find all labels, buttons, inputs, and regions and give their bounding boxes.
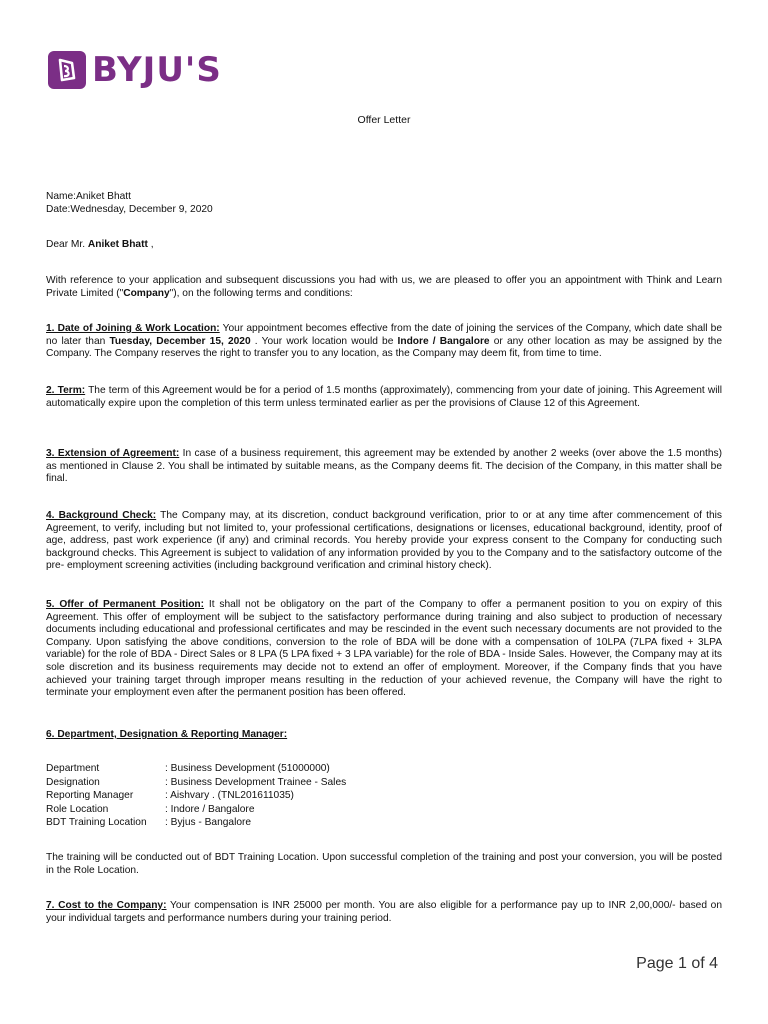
byjus-logo	[48, 50, 222, 90]
clause-2-text: The term of this Agreement would be for a period of 1.5 months (approximately), commencing from your date of joining. This Agreement will automatically expire upon the completion of this term unless terminated earlier as per the provisions of Clause 12 of this Agreement.	[46, 385, 722, 409]
training-paragraph	[46, 852, 722, 877]
letter-date	[46, 204, 722, 217]
details-key: Role Location	[46, 803, 109, 815]
clause-1-text-1: Your appointment becomes effective from the date of joining the services of the Company, which date shall be no later than	[46, 323, 723, 347]
intro-text-2: "), on the following terms and conditions:	[169, 287, 353, 299]
details-key: BDT Training Location	[46, 817, 147, 828]
clause-4-text: The Company may, at its discretion, conduct background verification, prior to or at any time after commencement of this Agreement, to verify, including but not limited to, your professional certifications, designations or licenses, educational background, identity, proof of age, address, past work experience (if any) and criminal records. You hereby provide your express consent to the Company for conducting such background checks. This Agreement is subject to validation of any information provided by you to the Company and to the satisfactory outcome of the pre- employment screening activities (including background verification and criminal history check).	[46, 510, 723, 572]
joining-date: Tuesday, December 15, 2020	[109, 335, 251, 347]
clause-1-heading: 1. Date of Joining & Work Location:	[46, 323, 220, 334]
details-row-training-location	[46, 816, 722, 830]
clause-3-text: In case of a business requirement, this agreement may be extended by another 2 weeks (over above the 1.5 months) as mentioned in Clause 2. You shall be intimated by suitable means, as the Company deems fit. The decision of the Company, in this matter shall be final.	[46, 448, 722, 485]
details-key: Reporting Manager	[46, 790, 134, 801]
name-label: Name:	[46, 191, 77, 202]
intro-paragraph	[46, 275, 722, 300]
details-value: : Indore / Bangalore	[165, 803, 255, 815]
recipient-block	[46, 191, 722, 216]
details-row-reporting-manager	[46, 789, 722, 803]
page-number: Page 1 of 4	[636, 955, 718, 972]
date-value: Wednesday, December 9, 2020	[70, 203, 213, 215]
date-label: Date:	[46, 203, 71, 215]
clause-2-heading: 2. Term:	[46, 385, 86, 396]
details-value: : Business Development Trainee - Sales	[165, 776, 347, 788]
brand-name: BYJU'S	[92, 50, 222, 90]
intro-text-1: With reference to your application and subsequent discussions you had with us, we are pleased to offer you an appointment with Think and Learn Private Limited ("	[46, 275, 722, 299]
document-title: Offer Letter	[357, 114, 411, 126]
salutation-suffix: ,	[147, 239, 154, 250]
details-value: : Byjus - Bangalore	[165, 817, 252, 828]
details-key: Department	[46, 763, 100, 774]
clause-3-heading: 3. Extension of Agreement:	[46, 448, 180, 459]
clause-7-heading: 7. Cost to the Company:	[46, 900, 167, 911]
details-key: Designation	[46, 776, 100, 788]
details-value: : Business Development (51000000)	[165, 763, 330, 774]
work-location: Indore / Bangalore	[397, 335, 490, 347]
recipient-name	[46, 191, 722, 204]
salutation-name: Aniket Bhatt	[87, 239, 148, 250]
clause-4	[46, 510, 722, 573]
clause-1	[46, 323, 722, 361]
clause-7	[46, 900, 722, 925]
details-row-designation	[46, 776, 722, 790]
clause-5-text: It shall not be obligatory on the part of the Company to offer a permanent position to you on expiry of this Agreement. This offer of employment will be subject to the satisfactory performance during training and also subject to production of necessary documents including educational and professional certificates and may be rescinded in the event such necessary documents are not provided to the Company. Upon satisfying the above conditions, conversion to the role of BDA will be done with a compensation of 10LPA (7LPA fixed + 3LPA variable) for the role of BDA - Direct Sales or 8 LPA (5 LPA fixed + 3 LPA variable) for the role of BDA - Inside Sales. However, the Company may at its sole discretion and its business requirements may decide not to extend an offer of employment. Moreover, if the Company finds that you have achieved your training target through improper means resulting in the reduction of your achieved revenue, the Company will have the right to terminate your employment even after the permanent position has been offered.	[46, 599, 722, 699]
clause-5-heading: 5. Offer of Permanent Position:	[46, 599, 205, 610]
clause-4-heading: 4. Background Check:	[46, 510, 157, 521]
clause-6-heading: 6. Department, Designation & Reporting Manager:	[46, 729, 288, 740]
clause-1-text-3: or any other location as may be assigned by the Company. The Company reserves the right to transfer you to any location, as the Company may deem fit, from time to time.	[46, 335, 722, 360]
salutation	[46, 239, 722, 252]
details-value: : Aishvary . (TNL201611035)	[165, 790, 294, 801]
clause-3	[46, 448, 722, 486]
salutation-prefix: Dear Mr.	[46, 239, 88, 250]
clause-1-text-2: . Your work location would be	[250, 335, 398, 347]
clause-5	[46, 599, 722, 700]
details-row-role-location	[46, 803, 722, 817]
clause-2	[46, 385, 722, 410]
name-value: Aniket Bhatt	[76, 191, 131, 202]
details-row-department	[46, 762, 722, 776]
clause-6-heading-block	[46, 729, 722, 742]
clause-7-text: Your compensation is INR 25000 per month. You are also eligible for a performance pay up to INR 2,00,000/- based on your individual targets and performance numbers during your training period.	[46, 900, 722, 924]
position-details-table	[46, 762, 722, 830]
byjus-logo-mark-icon	[48, 51, 86, 89]
training-text: The training will be conducted out of BDT Training Location. Upon successful completion of the training and post your conversion, you will be posted in the Role Location.	[46, 852, 722, 876]
intro-company: Company	[123, 287, 170, 299]
